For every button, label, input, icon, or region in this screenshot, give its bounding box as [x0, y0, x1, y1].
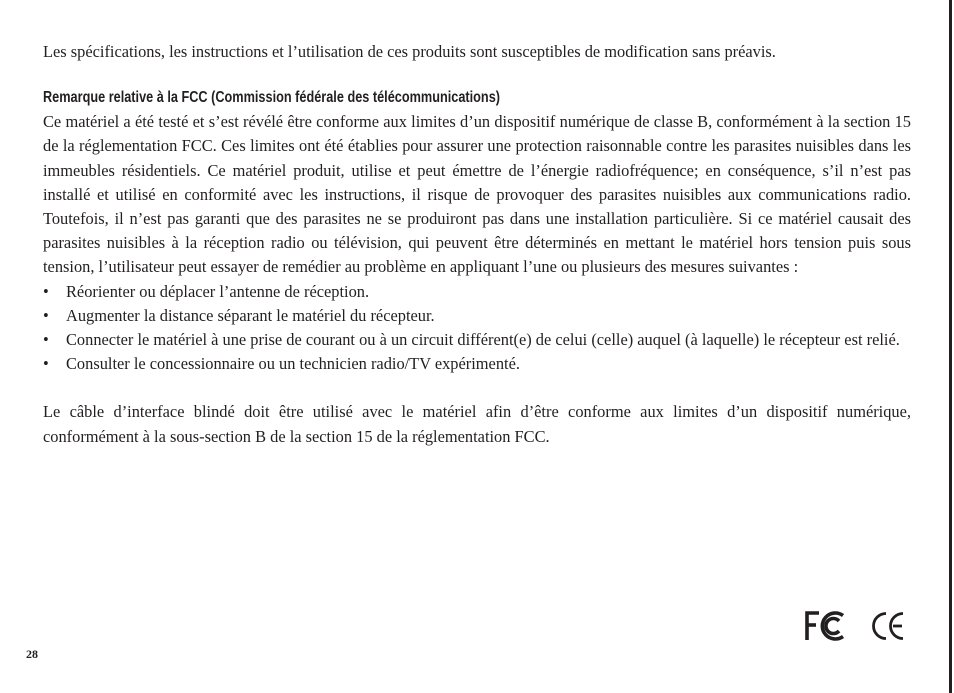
list-item: • Connecter le matériel à une prise de courant ou à un circuit différent(e) de celui (celle) auquel (à laquelle) le récepteur est relié.	[43, 328, 911, 352]
document-body	[43, 40, 911, 449]
list-item: • Consulter le concessionnaire ou un technicien radio/TV expérimenté.	[43, 352, 911, 376]
bullet: •	[43, 305, 49, 325]
page-edge-rule	[949, 0, 952, 693]
page-number: 28	[26, 647, 38, 661]
fcc-measures-list	[43, 280, 911, 377]
fcc-heading: Remarque relative à la FCC (Commission fédérale des télécommunications)	[43, 89, 500, 107]
intro-paragraph: Les spécifications, les instructions et l’utilisation de ces produits sont susceptibles de modification sans préavis.	[43, 42, 776, 61]
list-item: • Augmenter la distance séparant le matériel du récepteur.	[43, 304, 911, 328]
fcc-paragraph: Ce matériel a été testé et s’est révélé être conforme aux limites d’un dispositif numérique de classe B, conformément à la section 15 de la réglementation FCC. Ces limites ont été établies pour assurer une protection raisonnable contre les parasites nuisibles dans les immeubles résidentiels. Ce matériel produit, utilise et peut émettre de l’énergie radiofréquence; en conséquence, s’il n’est pas installé et utilisé en conformité avec les instructions, il risque de provoquer des parasites nuisibles aux communications radio. Toutefois, il n’est pas garanti que des parasites ne se produiront pas dans une installation particulière. Si ce matériel causait des parasites nuisibles à la réception radio ou télévision, qui peuvent être déterminés en mettant le matériel hors tension puis sous tension, l’utilisateur peut essayer de remédier au problème en appliquant l’une ou plusieurs des mesures suivantes :	[43, 112, 911, 277]
fcc-logo-icon	[804, 610, 848, 642]
bullet: •	[43, 330, 49, 350]
ce-logo-icon	[871, 610, 905, 642]
list-item: • Réorienter ou déplacer l’antenne de réception.	[43, 280, 911, 304]
bullet: •	[43, 281, 49, 301]
cable-paragraph: Le câble d’interface blindé doit être utilisé avec le matériel afin d’être conforme aux limites d’un dispositif numérique, conformément à la sous-section B de la section 15 de la réglementation FCC.	[43, 402, 911, 446]
bullet: •	[43, 354, 49, 374]
